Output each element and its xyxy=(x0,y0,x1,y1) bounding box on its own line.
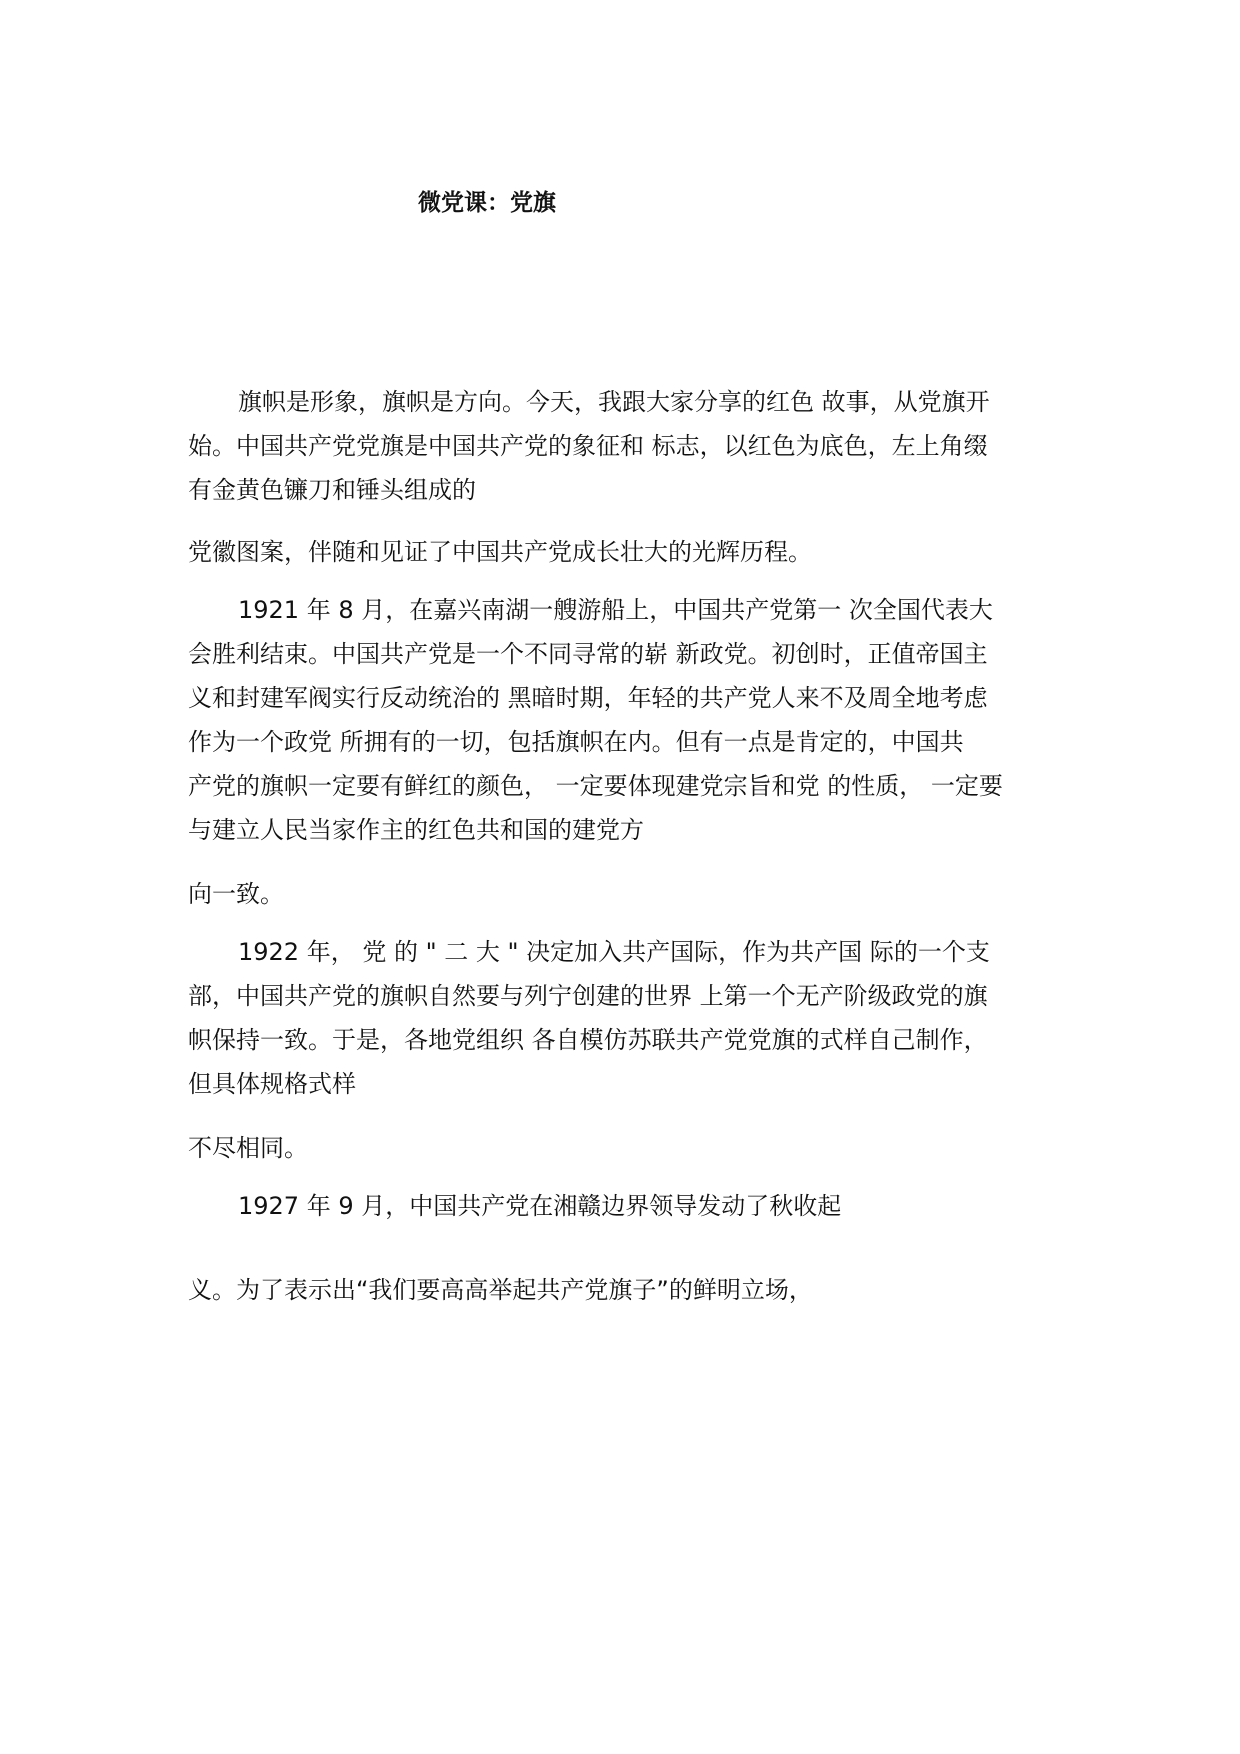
paragraph-line: 不尽相同。 xyxy=(188,1134,308,1162)
paragraph-3 xyxy=(188,588,1058,852)
paragraph-6 xyxy=(188,1126,1058,1170)
paragraph-1 xyxy=(188,380,1058,512)
paragraph-line: 1927 年 9 月，中国共产党在湘赣边界领导发动了秋收起 xyxy=(238,1192,842,1220)
document-title: 微党课：党旗 xyxy=(418,190,556,216)
paragraph-line: 党徽图案，伴随和见证了中国共产党成长壮大的光辉历程。 xyxy=(188,538,812,566)
paragraph-line: 有金黄色镰刀和锤头组成的 xyxy=(188,476,476,504)
paragraph-line: 作为一个政党 所拥有的一切，包括旗帜在内。但有一点是肯定的，中国共 xyxy=(188,728,964,756)
paragraph-5 xyxy=(188,930,1058,1106)
paragraph-line: 部，中国共产党的旗帜自然要与列宁创建的世界 上第一个无产阶级政党的旗 xyxy=(188,982,988,1010)
paragraph-line: 1922 年， 党 的 " 二 大 " 决定加入共产国际，作为共产国 际的一个支 xyxy=(238,938,990,966)
paragraph-line: 产党的旗帜一定要有鲜红的颜色， 一定要体现建党宗旨和党 的性质， 一定要 xyxy=(188,772,1003,800)
paragraph-2 xyxy=(188,530,1058,574)
paragraph-7 xyxy=(188,1184,1058,1228)
paragraph-line: 义。为了表示出“我们要高高举起共产党旗子”的鲜明立场， xyxy=(188,1276,813,1304)
paragraph-line: 但具体规格式样 xyxy=(188,1070,356,1098)
paragraph-8 xyxy=(188,1268,1058,1312)
paragraph-line: 帜保持一致。于是，各地党组织 各自模仿苏联共产党党旗的式样自己制作， xyxy=(188,1026,988,1054)
paragraph-line: 1921 年 8 月，在嘉兴南湖一艘游船上，中国共产党第一 次全国代表大 xyxy=(238,596,993,624)
paragraph-line: 旗帜是形象，旗帜是方向。今天，我跟大家分享的红色 故事，从党旗开 xyxy=(238,388,990,416)
paragraph-line: 会胜利结束。中国共产党是一个不同寻常的崭 新政党。初创时，正值帝国主 xyxy=(188,640,988,668)
paragraph-line: 始。中国共产党党旗是中国共产党的象征和 标志，以红色为底色，左上角缀 xyxy=(188,432,988,460)
paragraph-4 xyxy=(188,872,1058,916)
paragraph-line: 义和封建军阀实行反动统治的 黑暗时期，年轻的共产党人来不及周全地考虑 xyxy=(188,684,988,712)
paragraph-line: 向一致。 xyxy=(188,880,284,908)
paragraph-line: 与建立人民当家作主的红色共和国的建党方 xyxy=(188,816,644,844)
